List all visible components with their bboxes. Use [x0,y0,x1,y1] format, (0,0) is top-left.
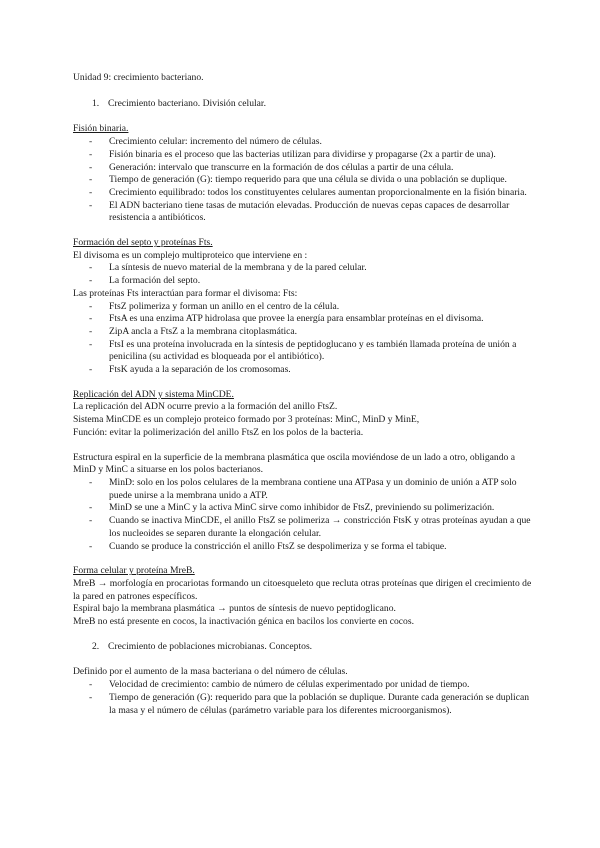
mreb-line: MreB no está presente en cocos, la inactivación génica en bacilos los convierte en cocos. [73,616,414,628]
list-item: - FtsZ polimeriza y forman un anillo en el centro de la célula. [89,300,340,312]
replicacion-line: Función: evitar la polimerización del anillo FtsZ en los polos de la bacteria. [73,426,364,438]
list-item: - FtsA es una enzima ATP hidrolasa que provee la energía para ensamblar proteínas en el divisoma. [89,313,484,325]
septo-list-2 [73,301,533,377]
list-item: - Velocidad de crecimiento: cambio de número de células experimentado por unidad de tiempo. [89,679,470,691]
list-item: - Crecimiento celular: incremento del número de células. [89,136,322,148]
list-item: - Crecimiento equilibrado: todos los constituyentes celulares aumentan proporcionalmente en la fisión binaria. [89,186,527,198]
replicacion-line: Sistema MinCDE es un complejo proteico formado por 3 proteínas: MinC, MinD y MinE, [73,414,420,426]
list-item: - Tiempo de generación (G): requerido para que la población se duplique. Durante cada generación se duplican la masa y el número de células (parámetro variable para los diferentes microorganismos). [89,691,530,716]
document-title: Unidad 9: crecimiento bacteriano. [73,72,204,83]
list-item: - Generación: intervalo que transcurre en la formación de dos células a partir de una célula. [89,161,454,173]
replicacion-heading: Replicación del ADN y sistema MinCDE. [73,388,234,400]
list-item: - ZipA ancla a FtsZ a la membrana citoplasmática. [89,325,298,337]
fision-heading: Fisión binaria. [73,123,129,135]
section-1-number: 1. [92,97,100,109]
mreb-line: Espiral bajo la membrana plasmática → puntos de síntesis de nuevo peptidoglicano. [73,603,396,615]
replicacion-paragraph: Estructura espiral en la superficie de la membrana plasmática que oscila moviéndose de un lado a otro, obligando a MinD y MinC a situarse en los polos bacterianos. [73,451,515,476]
replicacion-line: La replicación del ADN ocurre previo a la formación del anillo FtsZ. [73,401,338,413]
section-2-number: 2. [92,640,100,652]
section-2-title: Crecimiento de poblaciones microbianas. Conceptos. [108,640,313,652]
replicacion-list [73,477,533,553]
septo-intro: El divisoma es un complejo multiproteico que interviene en : [73,249,308,261]
list-item: - Cuando se produce la constricción el anillo FtsZ se despolimeriza y se forma el tabique. [89,540,447,552]
septo-intro-2: Las proteínas Fts interactúan para formar el divisoma: Fts: [73,287,298,299]
section-1-title: Crecimiento bacteriano. División celular. [108,97,266,109]
septo-list-1 [73,262,533,287]
septo-heading: Formación del septo y proteínas Fts. [73,237,213,249]
section-2-heading [92,641,533,654]
list-item: - FtsK ayuda a la separación de los cromosomas. [89,364,291,376]
list-item: - El ADN bacteriano tiene tasas de mutación elevadas. Producción de nuevas cepas capaces de desarrollar resistencia a antibióticos. [89,199,510,224]
list-item: - La formación del septo. [89,275,201,287]
list-item: - Fisión binaria es el proceso que las bacterias utilizan para dividirse y propagarse (2x a partir de una). [89,148,496,160]
document-page [73,72,533,717]
section-1-heading [92,98,533,111]
list-item: - MinD: solo en los polos celulares de la membrana contiene una ATPasa y un dominio de unión a ATP solo puede unirse a la membrana unido a ATP. [89,476,517,501]
list-item: - La síntesis de nuevo material de la membrana y de la pared celular. [89,262,367,274]
fision-list [73,136,533,225]
mreb-heading: Forma celular y proteína MreB. [73,565,195,577]
list-item: - MinD se une a MinC y la activa MinC sirve como inhibidor de FtsZ, previniendo su polimerización. [89,502,495,514]
poblaciones-list [73,679,533,717]
poblaciones-intro: Definido por el aumento de la masa bacteriana o del número de células. [73,666,348,678]
list-item: - FtsI es una proteína involucrada en la síntesis de peptidoglucano y es también llamada proteína de unión a penicilina (su actividad es bloqueada por el antibiótico). [89,338,517,363]
list-item: - Cuando se inactiva MinCDE, el anillo FtsZ se polimeriza → constricción FtsK y otras proteínas ayudan a que los nucleoides se separen durante la elongación celular. [89,515,531,539]
mreb-line: MreB → morfología en procariotas formando un citoesqueleto que recluta otras proteínas que dirigen el crecimiento de la pared en patrones específicos. [73,577,532,602]
list-item: - Tiempo de generación (G): tiempo requerido para que una célula se divida o una población se duplique. [89,174,507,186]
